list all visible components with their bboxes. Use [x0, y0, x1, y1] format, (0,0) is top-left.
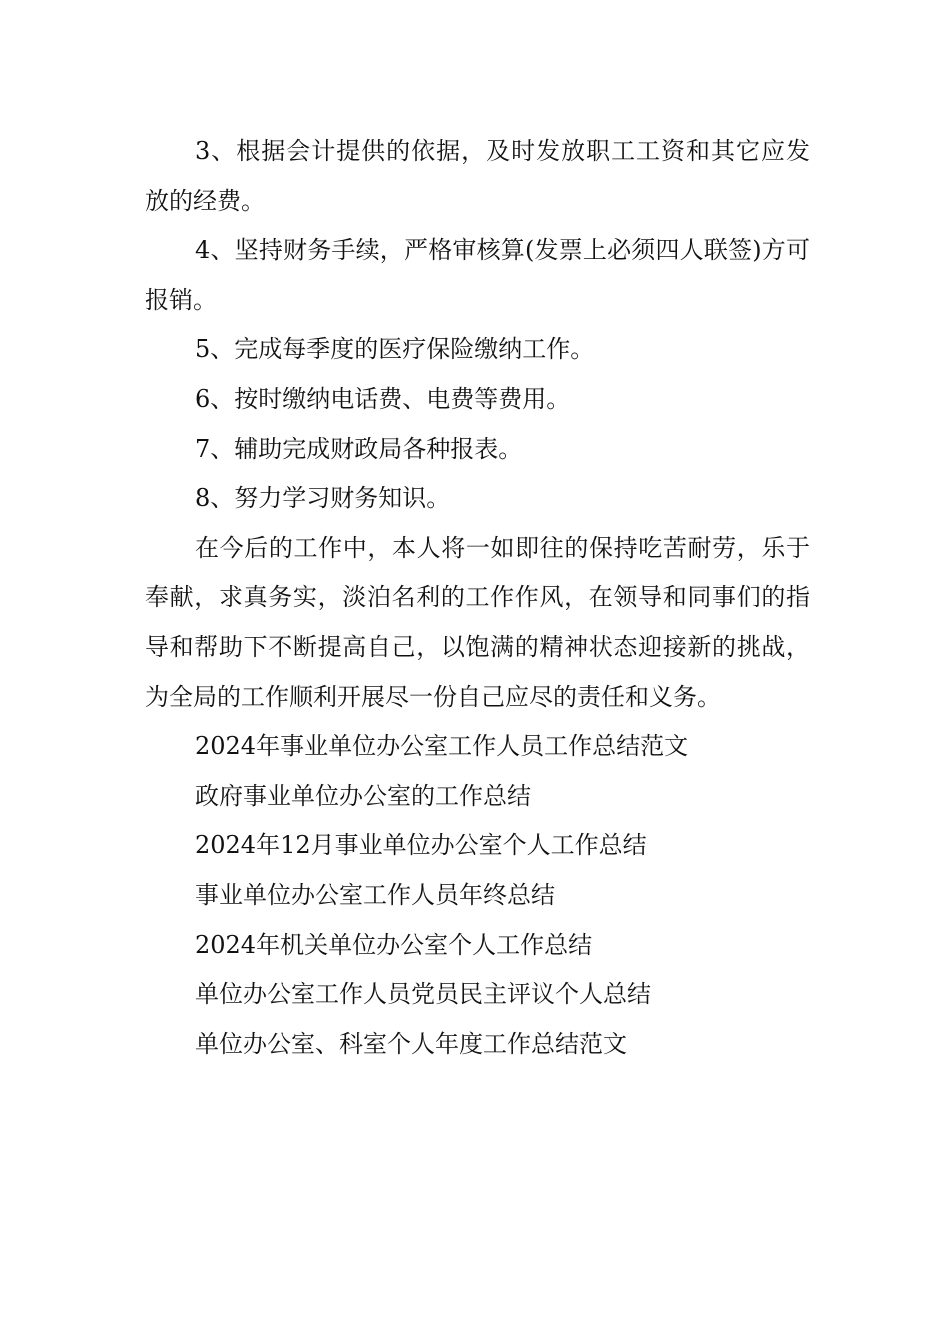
related-title-link: 政府事业单位办公室的工作总结 [195, 781, 531, 810]
paragraph-item-7: 7、辅助完成财政局各种报表。 [195, 434, 523, 463]
paragraph-item-8: 8、努力学习财务知识。 [195, 484, 451, 513]
paragraph-conclusion: 在今后的工作中，本人将一如即往的保持吃苦耐劳，乐于奉献，求真务实，淡泊名利的工作作风，在领导和同事们的指导和帮助下不断提高自己，以饱满的精神状态迎接新的挑战，为全局的工作顺利开展尽一份自己应尽的责任和义务。 [145, 533, 810, 711]
related-title-link: 事业单位办公室工作人员年终总结 [195, 880, 555, 909]
related-title-link: 2024年事业单位办公室工作人员工作总结范文 [195, 732, 689, 761]
paragraph-item-6: 6、按时缴纳电话费、电费等费用。 [195, 384, 571, 413]
paragraph-item-3: 3、根据会计提供的依据，及时发放职工工资和其它应发放的经费。 [145, 137, 810, 215]
paragraph-item-5: 5、完成每季度的医疗保险缴纳工作。 [195, 335, 595, 364]
paragraph-item-4: 4、坚持财务手续，严格审核算(发票上必须四人联签)方可报销。 [145, 236, 810, 314]
related-title-link: 2024年机关单位办公室个人工作总结 [195, 930, 593, 959]
related-title-link: 2024年12月事业单位办公室个人工作总结 [195, 831, 647, 860]
document-body [145, 127, 810, 1069]
related-title-link: 单位办公室、科室个人年度工作总结范文 [195, 1029, 627, 1058]
related-title-link: 单位办公室工作人员党员民主评议个人总结 [195, 980, 651, 1009]
